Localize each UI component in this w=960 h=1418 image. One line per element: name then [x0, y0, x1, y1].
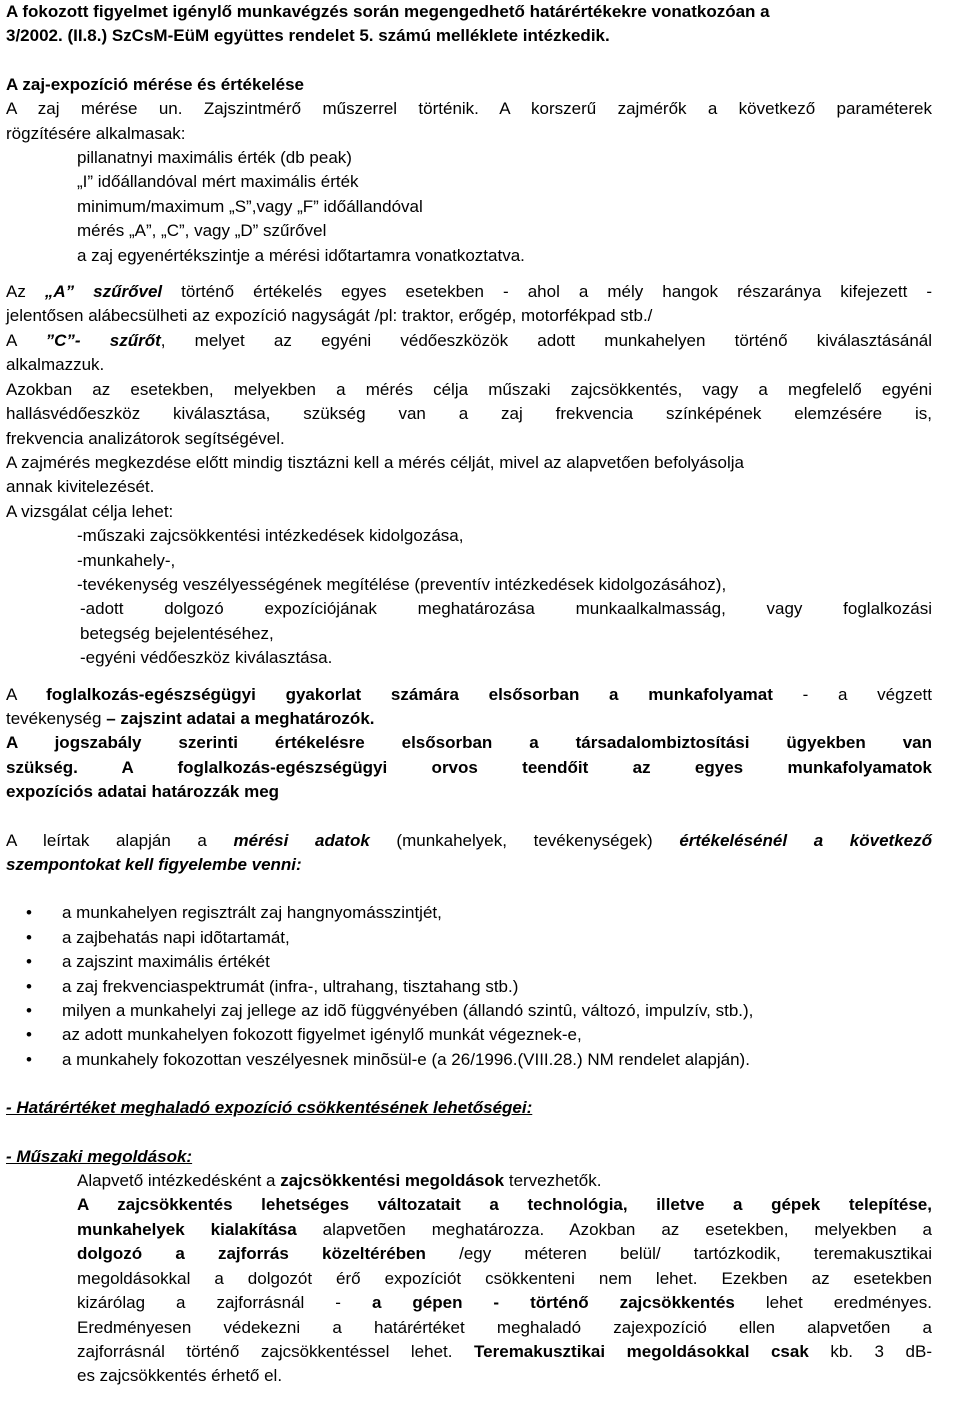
- list-item: • a zajszint maximális értékét: [6, 950, 932, 974]
- header-line-1: A fokozott figyelmet igénylő munkavégzés során megengedhető határértékekre vonatkozóan a: [6, 2, 770, 21]
- header-line-2: 3/2002. (II.8.) SzCsM-EüM együttes rendelet 5. számú melléklete intézkedik.: [6, 26, 610, 46]
- section1-intro-line2: rögzítésére alkalmasak:: [6, 123, 186, 143]
- purpose-line1: A zajmérés megkezdése előtt mindig tisztázni kell a mérés célját, mivel az alapvetően befolyásolja: [6, 452, 744, 472]
- technical-line3: munkahelyek kialakítása alapvetõen meghatározza. Azokban az esetekben, melyekben a: [77, 1219, 932, 1239]
- frequency-line2: hallásvédőeszköz kiválasztása, szükség van a zaj frekvencia színképének elemzésére is,: [6, 404, 932, 424]
- c-filter-term: ”C”- szűrőt: [45, 330, 161, 350]
- goal-item: -tevékenység veszélyességének megítélése (preventív intézkedések kidolgozásához),: [77, 574, 727, 594]
- section4-line2: szempontokat kell figyelembe venni:: [6, 855, 302, 874]
- param-item: mérés „A”, „C”, vagy „D” szűrővel: [77, 221, 327, 241]
- bullet-icon: •: [26, 976, 32, 996]
- section5: [6, 1145, 932, 1389]
- header-paragraph: [6, 0, 932, 49]
- goal-item: -adott dolgozó expozíciójának meghatározása munkaalkalmasság, vagy foglalkozási: [80, 599, 932, 619]
- section3-line3: A jogszabály szerinti értékelésre elsősorban a társadalombiztosítási ügyekben van: [6, 733, 932, 753]
- param-item: a zaj egyenértékszintje a mérési időtartamra vonatkoztatva.: [77, 245, 525, 265]
- purpose-line2: annak kivitelezését.: [6, 477, 155, 497]
- section4-line1: A leírtak alapján a mérési adatok (munkahelyek, tevékenységek) értékelésénél a következő: [6, 830, 932, 850]
- technical-line9: es zajcsökkentés érhető el.: [77, 1366, 283, 1386]
- goal-item: -műszaki zajcsökkentési intézkedések kidolgozása,: [77, 526, 464, 546]
- section1: [6, 73, 932, 268]
- technical-line2: A zajcsökkentés lehetséges változatait a technológia, illetve a gépek telepítése,: [77, 1195, 932, 1215]
- technical-line8: zajforrásnál történő zajcsökkentéssel lehet. Teremakusztikai megoldásokkal csak kb. 3 dB-: [77, 1341, 932, 1361]
- list-item: • milyen a munkahelyi zaj jellege az idõ függvényében (állandó szintû, változó, impulzív, stb.),: [6, 999, 932, 1023]
- technical-line5: megoldásokkal a dolgozót érő expozíciót csökkenteni nem lehet. Ezekben az esetekben: [77, 1268, 932, 1288]
- param-item: „I” időállandóval mért maximális érték: [77, 172, 359, 192]
- list-item: • a munkahely fokozottan veszélyesnek minõsül-e (a 26/1996.(VIII.28.) NM rendelet alapján).: [6, 1048, 932, 1072]
- goal-item: -munkahely-,: [77, 550, 176, 570]
- bullet-icon: •: [26, 927, 32, 947]
- bullet-icon: •: [26, 1001, 32, 1021]
- section1-intro-line1: A zaj mérése un. Zajszintmérő műszerrel történik. A korszerű zajmérők a következő paraméterek: [6, 99, 932, 119]
- c-filter-line1: A ”C”- szűrőt, melyet az egyéni védőeszközök adott munkahelyen történő kiválasztásánál: [6, 330, 933, 350]
- param-item: minimum/maximum „S”,vagy „F” időállandóval: [77, 196, 423, 216]
- section3: [6, 683, 932, 805]
- section1-title: A zaj-expozíció mérése és értékelése: [6, 74, 304, 94]
- bullet-icon: •: [26, 903, 32, 923]
- list-item: • a zaj frekvenciaspektrumát (infra-, ultrahang, tisztahang stb.): [6, 975, 932, 999]
- section2: [6, 280, 932, 671]
- section3-line4: szükség. A foglalkozás-egészségügyi orvos teendőit az egyes munkafolyamatok: [6, 757, 932, 777]
- goals-intro: A vizsgálat célja lehet:: [6, 501, 174, 521]
- list-item: • a munkahelyen regisztrált zaj hangnyomásszintjét,: [6, 901, 932, 925]
- frequency-line1: Azokban az esetekben, melyekben a mérés célja műszaki zajcsökkentés, vagy a megfelelő egyéni: [6, 379, 932, 399]
- section3-line5: expozíciós adatai határozzák meg: [6, 782, 280, 802]
- limit-heading: - Határértéket meghaladó expozíció csökkentésének lehetőségei:: [6, 1098, 533, 1118]
- technical-line4: dolgozó a zajforrás közeltérében /egy méteren belül/ tartózkodik, teremakusztikai: [77, 1244, 932, 1264]
- list-item: • az adott munkahelyen fokozott figyelmet igénylő munkát végeznek-e,: [6, 1023, 932, 1047]
- bullet-icon: •: [26, 952, 32, 972]
- goal-item: -egyéni védőeszköz kiválasztása.: [80, 648, 333, 668]
- a-filter-line1: Az „A” szűrővel történő értékelés egyes esetekben - ahol a mély hangok részaránya kifejezett -: [6, 282, 932, 302]
- technical-line1: Alapvető intézkedésként a zajcsökkentési megoldások tervezhetők.: [77, 1171, 602, 1191]
- section3-line2: tevékenység – zajszint adatai a meghatározók.: [6, 708, 375, 728]
- section4: [6, 829, 932, 878]
- goal-item-cont: betegség bejelentéséhez,: [80, 623, 274, 643]
- frequency-line3: frekvencia analizátorok segítségével.: [6, 428, 285, 448]
- technical-line7: Eredményesen védekezni a határértéket meghaladó zajexpozíció ellen alapvetően a: [77, 1317, 932, 1337]
- c-filter-line2: alkalmazzuk.: [6, 355, 105, 375]
- a-filter-line2: jelentősen alábecsülheti az expozíció nagyságát /pl: traktor, erőgép, motorfékpad stb./: [6, 306, 653, 326]
- technical-line6: kizárólag a zajforrásnál - a gépen - történő zajcsökkentés lehet eredményes.: [77, 1293, 932, 1313]
- param-item: pillanatnyi maximális érték (db peak): [77, 148, 352, 168]
- a-filter-term: „A” szűrővel: [44, 282, 163, 302]
- section3-line1: A foglalkozás-egészségügyi gyakorlat számára elsősorban a munkafolyamat - a végzett: [6, 684, 932, 704]
- bullet-icon: •: [26, 1025, 32, 1045]
- bullet-icon: •: [26, 1049, 32, 1069]
- criteria-list: [6, 901, 932, 1072]
- technical-subheading: - Műszaki megoldások:: [6, 1146, 193, 1166]
- list-item: • a zajbehatás napi idõtartamát,: [6, 926, 932, 950]
